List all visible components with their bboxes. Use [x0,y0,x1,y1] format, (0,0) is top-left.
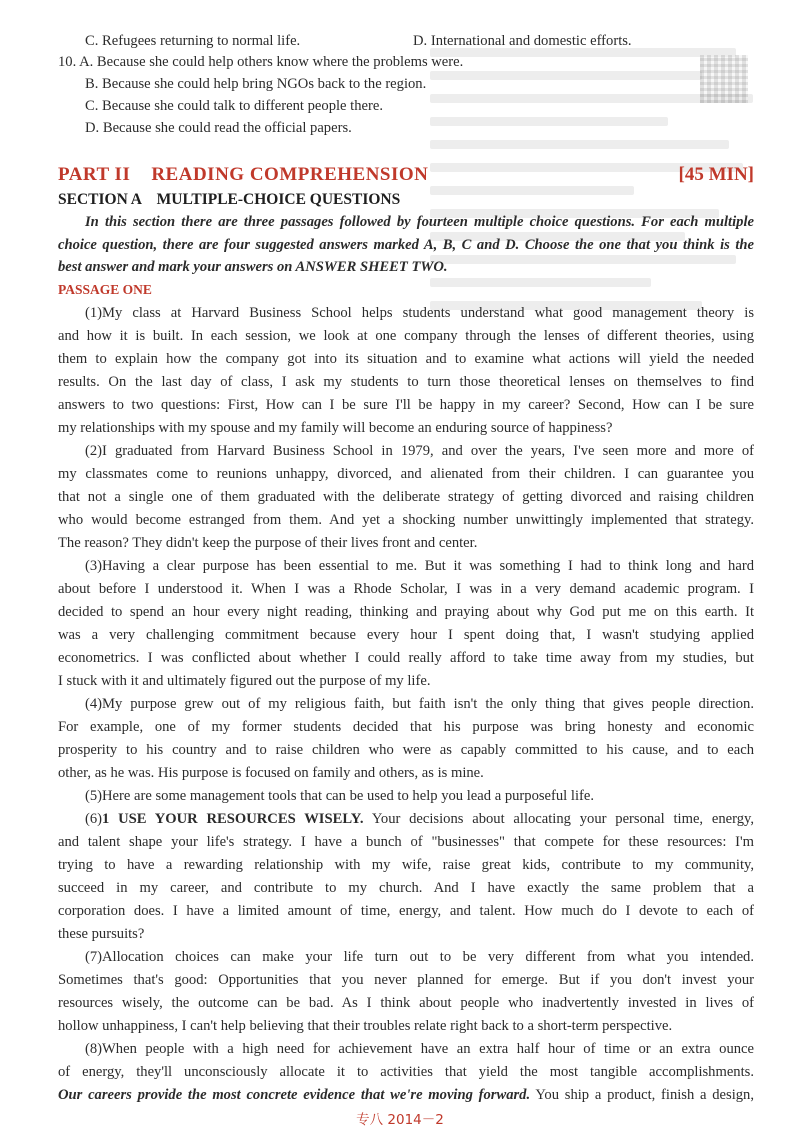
part-time: [45 MIN] [678,164,754,185]
qr-code-bleed [700,55,748,103]
paragraph-line: The reason? They didn't keep the purpose of their lives front and center. [58,535,478,551]
paragraph-line [58,1085,754,1105]
paragraph-line: other, as he was. His purpose is focused on family and others, as is mine. [58,765,484,781]
paragraph-line: that not a single one of them graduated with the deliberate strategy of getting divorced and raising children [58,489,754,505]
emphasis-text: Our careers provide the most concrete evidence that we're moving forward. [58,1087,531,1103]
part-title: PART II READING COMPREHENSION [58,164,429,185]
page-footer: 专八 2014－2 [356,1112,444,1128]
q10-stem: 10. A. Because she could help others know where the problems were. [58,54,464,70]
paragraph-line: corporation does. I have a limited amount of time, energy, and talent. How much do I devote to each of [58,903,754,919]
paragraph-line: was a very challenging commitment because every hour I spent doing that, I wasn't studying applied [58,627,754,643]
instructions-line: best answer and mark your answers on ANSWER SHEET TWO. [58,259,448,275]
paragraph-line: trying to have a rewarding relationship with my wife, raise great kids, contribute to my community, [58,857,754,873]
paragraph-line: my classmates come to reunions unhappy, divorced, and alienated from their children. I can guarantee you [58,466,754,482]
paragraph-text: You ship a product, finish a design, [530,1087,755,1103]
paragraph-line: these pursuits? [58,926,145,942]
paragraph-line: (2)I graduated from Harvard Business School in 1979, and over the years, I've seen more and more of [85,443,754,459]
paragraph-line: them to explain how the company got into its situation and to examine what actions will yield the needed [58,351,754,367]
paragraph-line: (4)My purpose grew out of my religious faith, but faith isn't the only thing that gives people direction. [85,696,754,712]
q10-option-c: C. Because she could talk to different people there. [85,98,383,114]
paragraph-line: (5)Here are some management tools that can be used to help you lead a purposeful life. [85,788,594,804]
part-heading [58,164,754,188]
paragraph-line: (7)Allocation choices can make your life turn out to be very different from what you intended. [85,949,754,965]
passage-label: PASSAGE ONE [58,282,152,297]
q10-option-b: B. Because she could help bring NGOs back to the region. [85,76,427,92]
paragraph-line: (1)My class at Harvard Business School helps students understand what good management theory is [85,305,754,321]
paragraph-line: and how it is built. In each session, we look at one company through the lenses of different theories, using [58,328,754,344]
paragraph-line: (8)When people with a high need for achievement have an extra half hour of time or an extra ounce [85,1041,754,1057]
tool-heading: 1 USE YOUR RESOURCES WISELY. [102,811,364,827]
paragraph-line: For example, one of my former students decided that his purpose was bring honesty and economic [58,719,754,735]
paragraph-line: succeed in my career, and contribute to my church. And I have exactly the same problem that a [58,880,754,896]
q10-option-d: D. Because she could read the official papers. [85,120,352,136]
paragraph-line: resources wisely, the outcome can be bad. As I think about people who inadvertently invested in lives of [58,995,754,1011]
q9-option-d: D. International and domestic efforts. [413,33,632,49]
paragraph-line [85,809,754,829]
paragraph-line: I stuck with it and ultimately figured out the purpose of my life. [58,673,431,689]
paragraph-line: hollow unhappiness, I can't help believing that their troubles relate right back to a short-term perspective. [58,1018,673,1034]
paragraph-line: prosperity to his country and to raise children who were as capably committed to his cause, and to each [58,742,754,758]
paragraph-line: my relationships with my spouse and my family will become an enduring source of happiness? [58,420,613,436]
paragraph-number: (6) [85,811,103,827]
paragraph-line: decided to spend an hour every night reading, thinking and praying about why God put me on this earth. It [58,604,754,620]
paragraph-line: of energy, they'll unconsciously allocate it to activities that yield the most tangible accomplishments. [58,1064,754,1080]
paragraph-line: and talent shape your life's strategy. I have a bunch of "businesses" that compete for these resources: I'm [58,834,754,850]
paragraph-line: answers to two questions: First, How can I be sure I'll be happy in my career? Second, How can I be sure [58,397,754,413]
paragraph-line: about before I understood it. When I was a Rhode Scholar, I was in a very demand academic program. I [58,581,754,597]
paragraph-line: econometrics. I was conflicted about whether I could really afford to take time away from my studies, but [58,650,754,666]
section-title: SECTION A MULTIPLE-CHOICE QUESTIONS [58,191,401,208]
instructions-line: In this section there are three passages followed by fourteen multiple choice questions. For each multiple [85,214,754,230]
paragraph-line: results. On the last day of class, I ask my students to turn those theoretical lenses on themselves to find [58,374,754,390]
paragraph-line: Sometimes that's good: Opportunities that you never planned for emerge. But if you don't invest your [58,972,754,988]
paragraph-line: (3)Having a clear purpose has been essential to me. But it was something I had to think long and hard [85,558,754,574]
q9-option-c: C. Refugees returning to normal life. [85,33,301,49]
paragraph-text: Your decisions about allocating your personal time, energy, [363,811,754,827]
paragraph-line: who would become estranged from them. And yet a shocking number unwittingly implemented that strategy. [58,512,754,528]
instructions-line: choice question, there are four suggested answers marked A, B, C and D. Choose the one that you think is the [58,237,754,253]
